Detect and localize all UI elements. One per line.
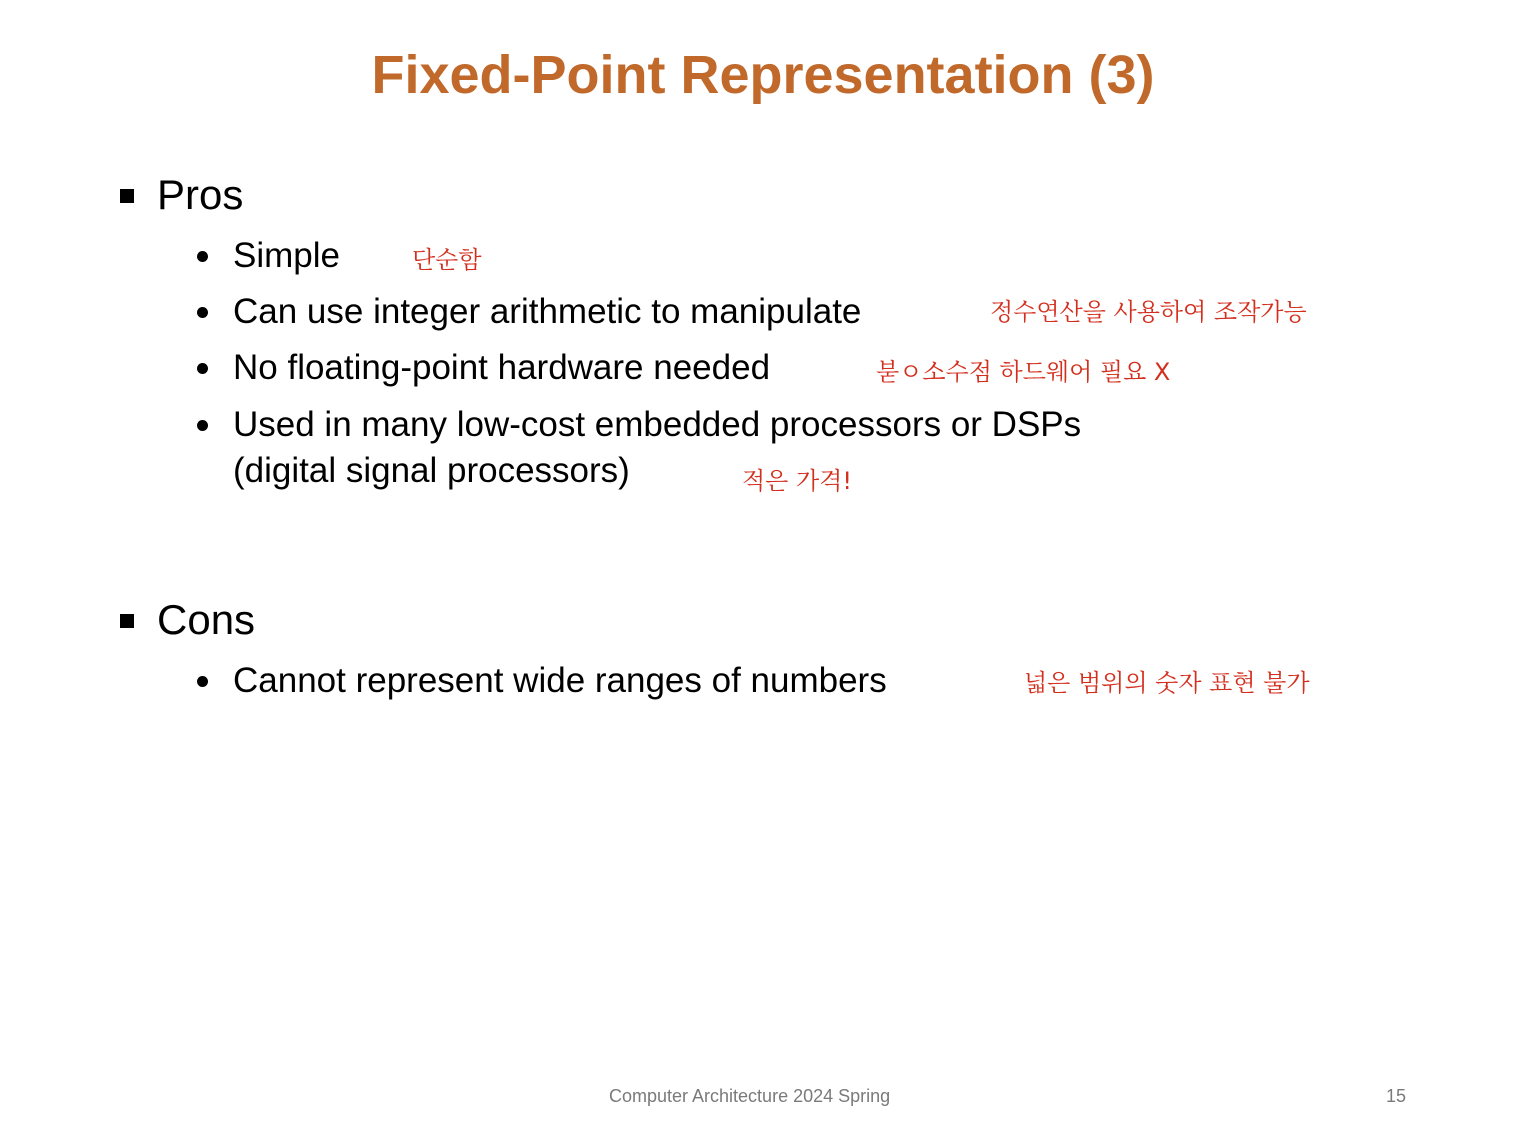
pros-note-simple: 단순함 bbox=[412, 246, 482, 274]
page-number: 15 bbox=[1386, 1086, 1407, 1106]
cons-note-wide-ranges: 넓은 범위의 숫자 표현 불가 bbox=[1024, 669, 1310, 697]
pros-item-text: No floating-point hardware needed bbox=[233, 348, 771, 387]
bullet-dot-icon bbox=[197, 363, 208, 374]
cons-item-text: Cannot represent wide ranges of numbers bbox=[233, 661, 887, 700]
pros-label: Pros bbox=[157, 171, 244, 218]
footer-course: Computer Architecture 2024 Spring bbox=[609, 1086, 891, 1106]
bullet-dot-icon bbox=[197, 307, 208, 318]
pros-item-line-1: Used in many low-cost embedded processors or DSPs bbox=[233, 405, 1082, 444]
pros-item-line-2: (digital signal processors) bbox=[233, 451, 630, 490]
square-bullet-icon bbox=[120, 614, 134, 628]
pros-item-text: Can use integer arithmetic to manipulate bbox=[233, 292, 862, 331]
bullet-dot-icon bbox=[197, 420, 208, 431]
pros-heading bbox=[120, 170, 243, 220]
bullet-dot-icon bbox=[197, 251, 208, 262]
pros-note-no-fp-hardware: 붇ㅇ소수점 하드웨어 필요 X bbox=[876, 358, 1171, 386]
pros-note-embedded-dsp: 적은 가격! bbox=[742, 467, 852, 495]
slide-title: Fixed-Point Representation (3) bbox=[371, 45, 1155, 105]
cons-label: Cons bbox=[157, 596, 256, 643]
bullet-dot-icon bbox=[197, 676, 208, 687]
cons-heading bbox=[120, 595, 255, 645]
pros-item-text: Simple bbox=[233, 236, 340, 275]
pros-note-integer-arithmetic: 정수연산을 사용하여 조작가능 bbox=[990, 298, 1307, 326]
square-bullet-icon bbox=[120, 189, 134, 203]
pros-item-text bbox=[233, 405, 1081, 491]
